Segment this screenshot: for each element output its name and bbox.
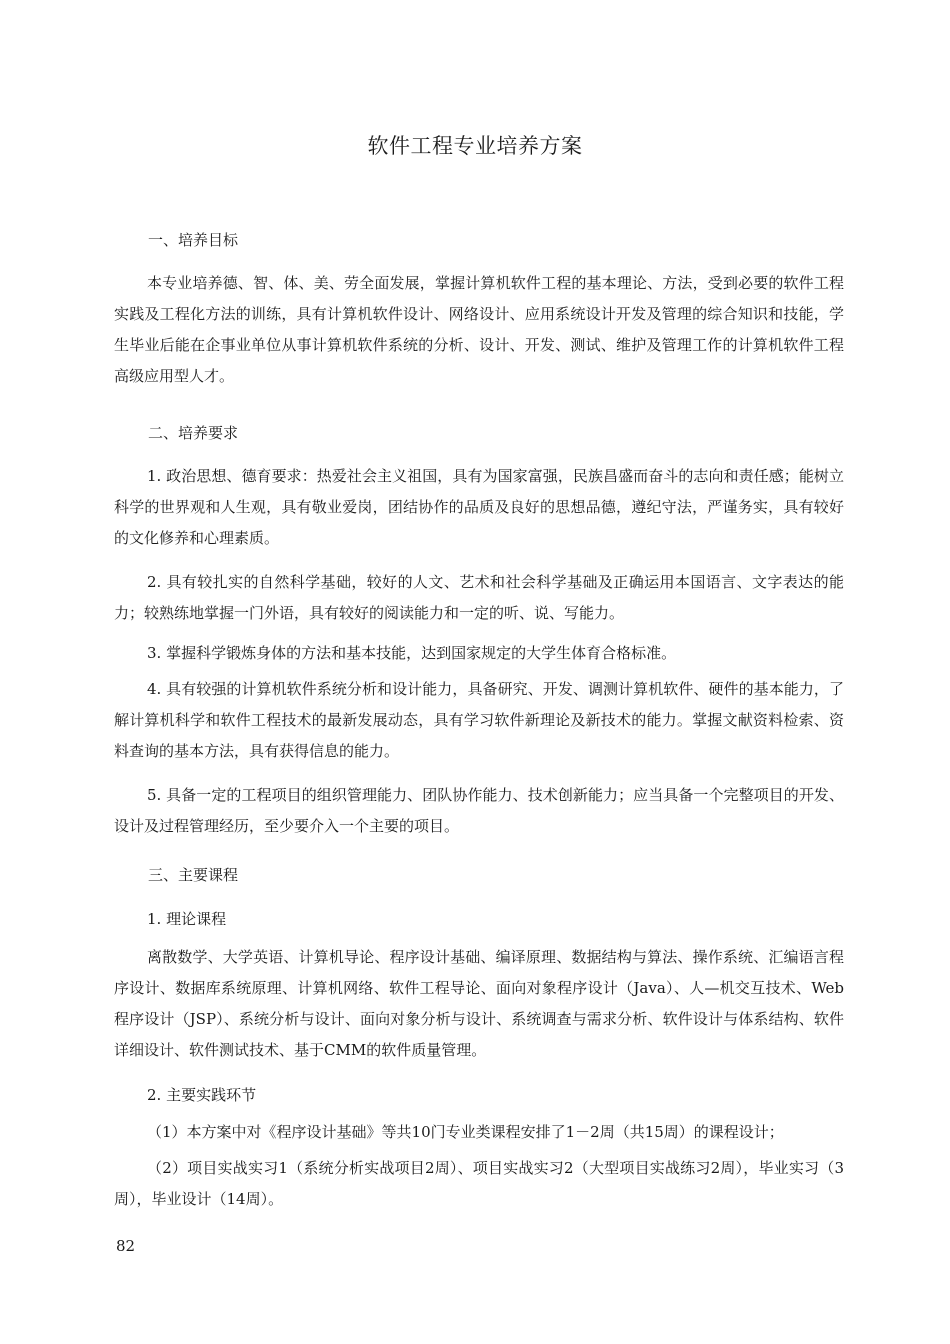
page-number: 82 xyxy=(116,1237,136,1255)
paragraph-training-objectives: 本专业培养德、智、体、美、劳全面发展，掌握计算机软件工程的基本理论、方法，受到必要的软件工程实践及工程化方法的训练，具有计算机软件设计、网络设计、应用系统设计开发及管理的综合知识和技能，学生毕业后能在企事业单位从事计算机软件系统的分析、设计、开发、测试、维护及管理工作的计算机软件工程高级应用型人才。 xyxy=(114,274,844,385)
paragraph-practice-1: （1）本方案中对《程序设计基础》等共10门专业类课程安排了1－2周（共15周）的课程设计； xyxy=(147,1123,784,1141)
section-heading-training-objectives: 一、培养目标 xyxy=(148,231,239,249)
paragraph-requirement-5: 5. 具备一定的工程项目的组织管理能力、团队协作能力、技术创新能力；应当具备一个完整项目的开发、设计及过程管理经历，至少要介入一个主要的项目。 xyxy=(114,786,844,835)
paragraph-requirement-3: 3. 掌握科学锻炼身体的方法和基本技能，达到国家规定的大学生体育合格标准。 xyxy=(147,644,677,662)
subheading-theory-courses: 1. 理论课程 xyxy=(147,910,227,928)
paragraph-requirement-1: 1. 政治思想、德育要求：热爱社会主义祖国，具有为国家富强，民族昌盛而奋斗的志向和责任感；能树立科学的世界观和人生观，具有敬业爱岗，团结协作的品质及良好的思想品德，遵纪守法，严谨务实，具有较好的文化修养和心理素质。 xyxy=(114,467,844,547)
section-heading-training-requirements: 二、培养要求 xyxy=(148,424,239,442)
paragraph-requirement-2: 2. 具有较扎实的自然科学基础，较好的人文、艺术和社会科学基础及正确运用本国语言、文字表达的能力；较熟练地掌握一门外语，具有较好的阅读能力和一定的听、说、写能力。 xyxy=(114,573,844,622)
paragraph-theory-course-list: 离散数学、大学英语、计算机导论、程序设计基础、编译原理、数据结构与算法、操作系统、汇编语言程序设计、数据库系统原理、计算机网络、软件工程导论、面向对象程序设计（Java）、人—机交互技术、Web程序设计（JSP）、系统分析与设计、面向对象分析与设计、系统调查与需求分析、软件设计与体系结构、软件详细设计、软件测试技术、基于CMM的软件质量管理。 xyxy=(114,948,844,1059)
subheading-practice-links: 2. 主要实践环节 xyxy=(147,1086,257,1104)
document-title: 软件工程专业培养方案 xyxy=(367,134,583,158)
section-heading-main-courses: 三、主要课程 xyxy=(148,866,239,884)
paragraph-requirement-4: 4. 具有较强的计算机软件系统分析和设计能力，具备研究、开发、调测计算机软件、硬件的基本能力，了解计算机科学和软件工程技术的最新发展动态，具有学习软件新理论及新技术的能力。掌握文献资料检索、资料查询的基本方法，具有获得信息的能力。 xyxy=(114,680,844,760)
paragraph-practice-2: （2）项目实战实习1（系统分析实战项目2周）、项目实战实习2（大型项目实战练习2周），毕业实习（3周），毕业设计（14周）。 xyxy=(114,1159,844,1208)
